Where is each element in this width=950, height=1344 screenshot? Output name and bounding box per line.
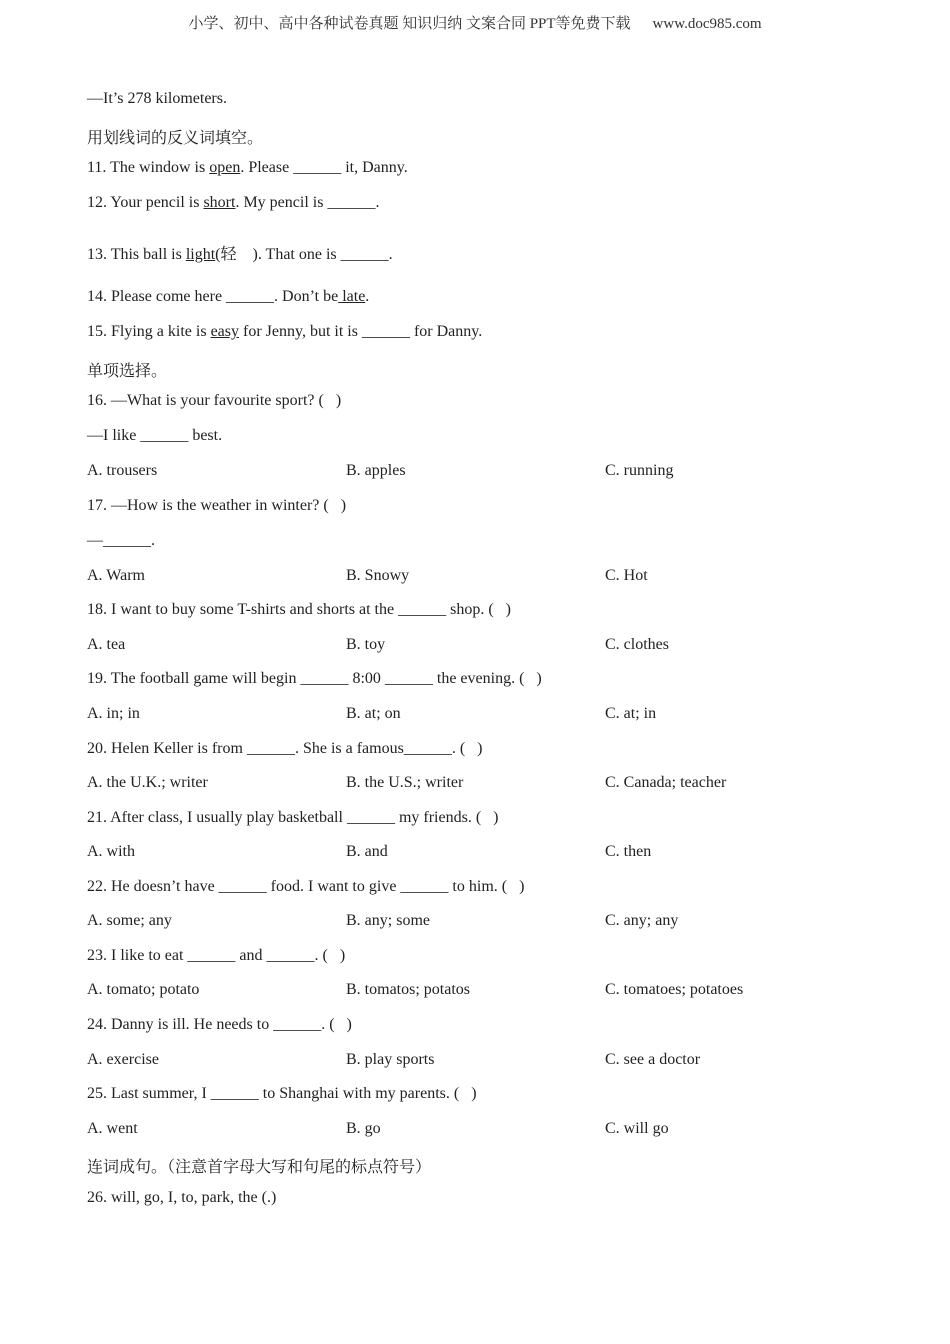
q11-post: . Please ______ it, Danny. — [240, 159, 408, 176]
q18-option-b: B. toy — [346, 636, 386, 653]
q24-option-b: B. play sports — [346, 1051, 435, 1068]
q25-option-b: B. go — [346, 1120, 381, 1137]
section-antonym-title: 用划线词的反义词填空。 — [87, 130, 264, 147]
q13-pre: 13. This ball is — [87, 246, 186, 263]
q20-option-c: C. Canada; teacher — [605, 774, 727, 791]
question-26: 26. will, go, I, to, park, the (.) — [87, 1189, 277, 1206]
q21-option-c: C. then — [605, 843, 652, 860]
q16-option-b: B. apples — [346, 462, 406, 479]
question-14 — [87, 288, 369, 306]
q22-option-c: C. any; any — [605, 912, 679, 929]
question-13 — [87, 241, 393, 264]
question-15 — [87, 323, 482, 341]
q23-option-c: C. tomatoes; potatoes — [605, 981, 744, 998]
section-sentence-title: 连词成句。（注意首字母大写和句尾的标点符号） — [87, 1159, 432, 1176]
q21-option-a: A. with — [87, 843, 135, 860]
q14-pre: 14. Please come here ______. Don’t be — [87, 288, 339, 305]
q25-option-a: A. went — [87, 1120, 138, 1137]
q23-option-a: A. tomato; potato — [87, 981, 200, 998]
q20-option-b: B. the U.S.; writer — [346, 774, 464, 791]
question-20: 20. Helen Keller is from ______. She is a famous______. ( ) — [87, 740, 483, 757]
q17-option-a: A. Warm — [87, 567, 145, 584]
question-16-line2: —I like ______ best. — [87, 427, 223, 444]
q24-option-c: C. see a doctor — [605, 1051, 701, 1068]
question-21: 21. After class, I usually play basketball ______ my friends. ( ) — [87, 809, 499, 826]
q19-option-b: B. at; on — [346, 705, 401, 722]
question-17: 17. —How is the weather in winter? ( ) — [87, 497, 347, 514]
question-11 — [87, 159, 408, 177]
q11-underlined: open — [209, 159, 241, 176]
q15-underlined: easy — [210, 323, 239, 340]
section-choice-title: 单项选择。 — [87, 363, 168, 380]
question-25: 25. Last summer, I ______ to Shanghai with my parents. ( ) — [87, 1085, 477, 1102]
q14-underlined: late — [338, 288, 366, 305]
question-12 — [87, 194, 379, 212]
q17-option-c: C. Hot — [605, 567, 648, 584]
q13-post: (轻 ). That one is ______. — [215, 246, 393, 263]
header-site: www.doc985.com — [652, 16, 762, 32]
question-19: 19. The football game will begin ______ 8:00 ______ the evening. ( ) — [87, 670, 542, 687]
q22-option-b: B. any; some — [346, 912, 430, 929]
question-17-line2: —______. — [87, 532, 155, 549]
question-23: 23. I like to eat ______ and ______. ( ) — [87, 947, 346, 964]
question-24: 24. Danny is ill. He needs to ______. ( ) — [87, 1016, 352, 1033]
q22-option-a: A. some; any — [87, 912, 172, 929]
q21-option-b: B. and — [346, 843, 388, 860]
page-header — [0, 12, 950, 33]
q24-option-a: A. exercise — [87, 1051, 159, 1068]
q17-option-b: B. Snowy — [346, 567, 410, 584]
q23-option-b: B. tomatos; potatos — [346, 981, 470, 998]
q19-option-a: A. in; in — [87, 705, 140, 722]
question-22: 22. He doesn’t have ______ food. I want to give ______ to him. ( ) — [87, 878, 525, 895]
q15-post: for Jenny, but it is ______ for Danny. — [239, 323, 483, 340]
q18-option-c: C. clothes — [605, 636, 669, 653]
q16-option-c: C. running — [605, 462, 674, 479]
q12-pre: 12. Your pencil is — [87, 194, 204, 211]
question-18: 18. I want to buy some T-shirts and shorts at the ______ shop. ( ) — [87, 601, 511, 618]
q11-pre: 11. The window is — [87, 159, 210, 176]
q13-underlined: light — [185, 246, 216, 263]
q10-answer: —It’s 278 kilometers. — [87, 90, 227, 107]
question-16: 16. —What is your favourite sport? ( ) — [87, 392, 342, 409]
q20-option-a: A. the U.K.; writer — [87, 774, 208, 791]
q12-post: . My pencil is ______. — [235, 194, 380, 211]
q14-post: . — [365, 288, 370, 305]
q19-option-c: C. at; in — [605, 705, 657, 722]
q25-option-c: C. will go — [605, 1120, 669, 1137]
q15-pre: 15. Flying a kite is — [87, 323, 211, 340]
q18-option-a: A. tea — [87, 636, 126, 653]
q12-underlined: short — [203, 194, 236, 211]
header-text: 小学、初中、高中各种试卷真题 知识归纳 文案合同 PPT等免费下载 — [188, 16, 631, 32]
q16-option-a: A. trousers — [87, 462, 158, 479]
